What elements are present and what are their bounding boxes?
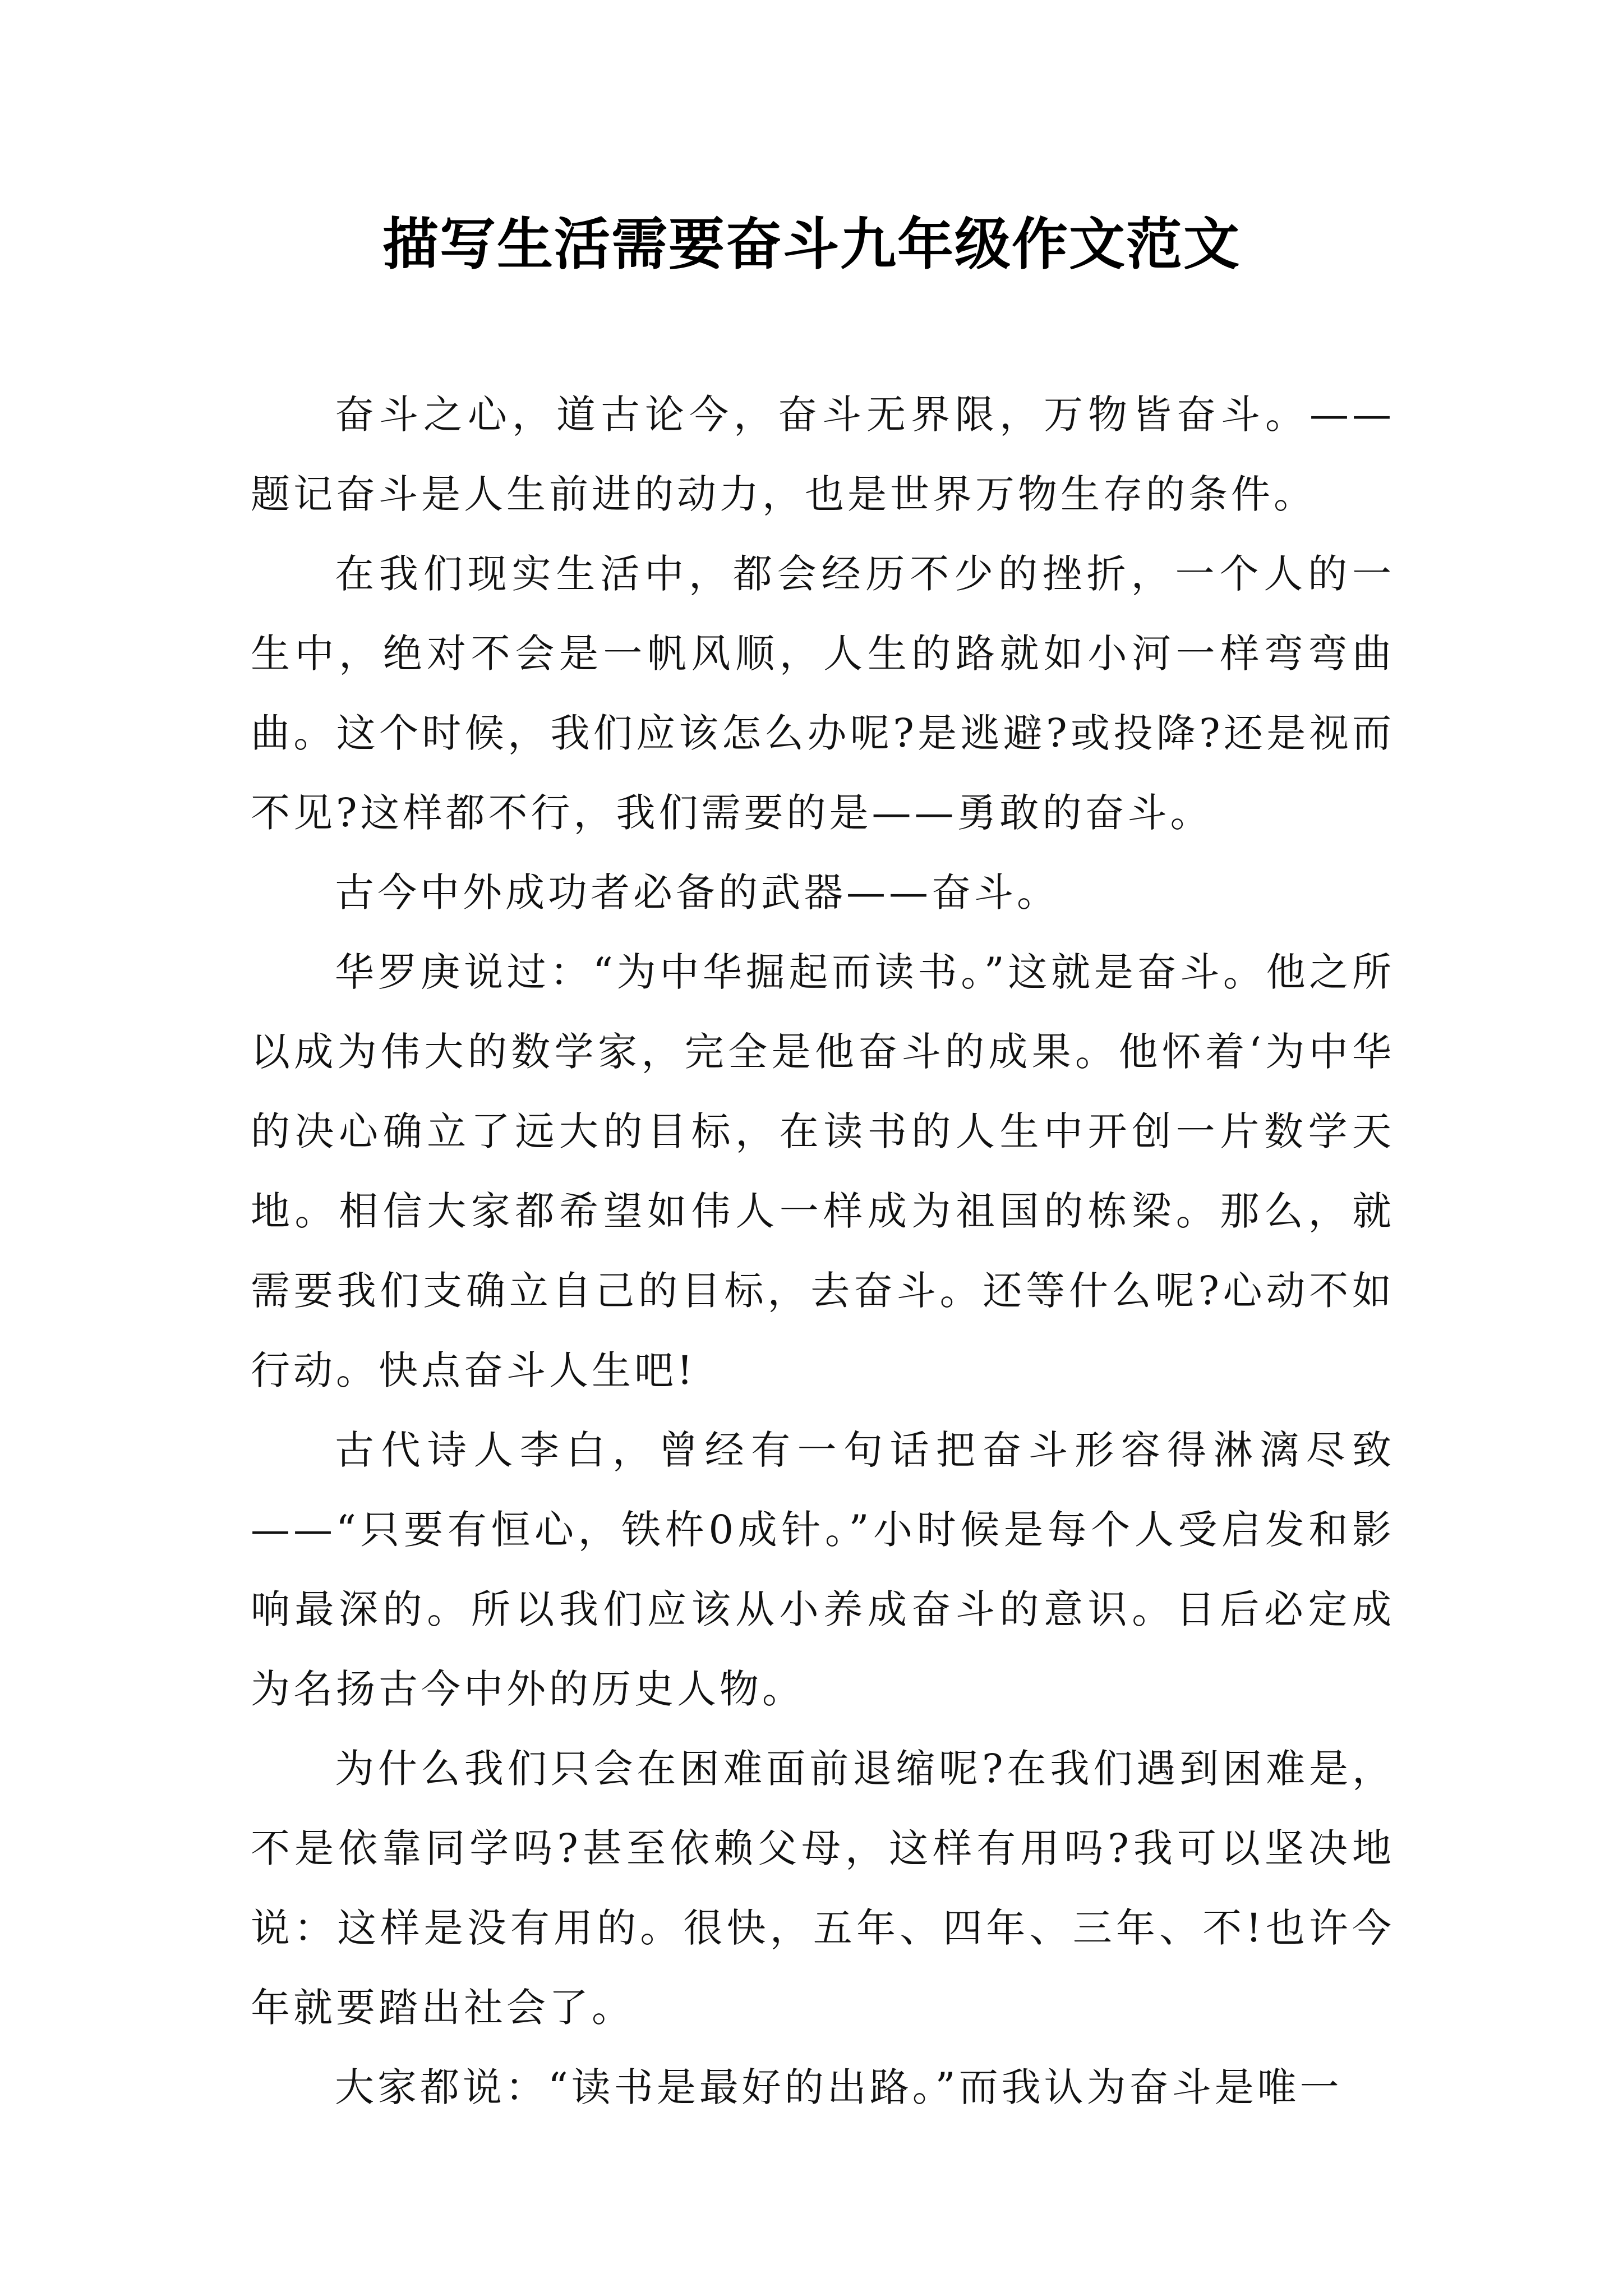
document-title: 描写生活需要奋斗九年级作文范文 (382, 211, 1241, 277)
paragraph-7: 大家都说：“读书是最好的出路。”而我认为奋斗是唯一 (335, 2064, 1343, 2110)
paragraph-2: 在我们现实生活中，都会经历不少的挫折，一个人的一生中，绝对不会是一帆风顺，人生的路就如小河一样弯弯曲曲。这个时候，我们应该怎么办呢?是逃避?或投降?还是视而不见?这样都不行，我们需要的是——勇敢的奋斗。 (251, 551, 1395, 836)
paragraph-5: 古代诗人李白，曾经有一句话把奋斗形容得淋漓尽致——“只要有恒心，铁杵0成针。”小时候是每个人受启发和影响最深的。所以我们应该从小养成奋斗的意识。日后必定成为名扬古今中外的历史人物。 (251, 1427, 1395, 1712)
document-body (251, 375, 1395, 2127)
paragraph-3: 古今中外成功者必备的武器——奋斗。 (335, 869, 1059, 915)
paragraph-4: 华罗庚说过：“为中华掘起而读书。”这就是奋斗。他之所以成为伟大的数学家，完全是他奋斗的成果。他怀着‘为中华的决心确立了远大的目标，在读书的人生中开创一片数学天地。相信大家都希望如伟人一样成为祖国的栋梁。那么，就需要我们支确立自己的目标，去奋斗。还等什么呢?心动不如行动。快点奋斗人生吧! (251, 949, 1395, 1393)
paragraph-6: 为什么我们只会在困难面前退缩呢?在我们遇到困难是，不是依靠同学吗?甚至依赖父母，这样有用吗?我可以坚决地说：这样是没有用的。很快，五年、四年、三年、不!也许今年就要踏出社会了。 (251, 1746, 1395, 2031)
paragraph-1: 奋斗之心，道古论今，奋斗无界限，万物皆奋斗。——题记奋斗是人生前进的动力，也是世界万物生存的条件。 (251, 392, 1395, 517)
